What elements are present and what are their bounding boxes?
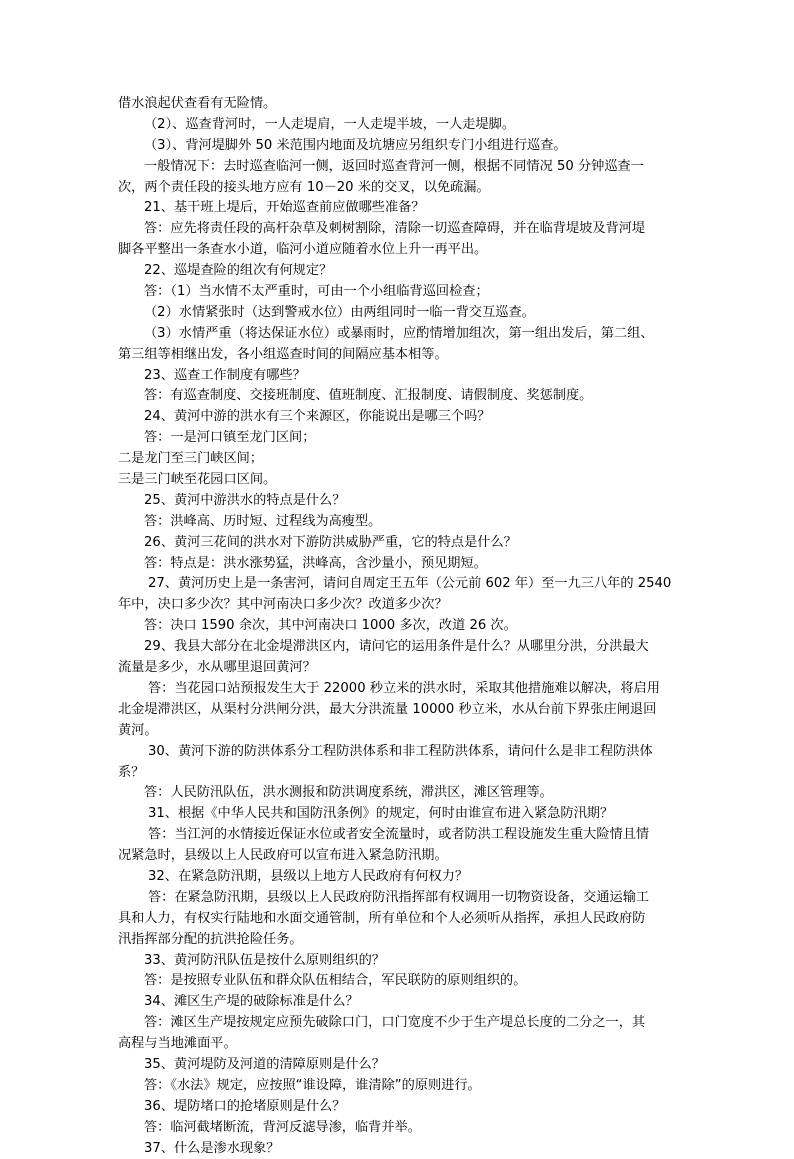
text-line: 答：决口 1590 余次，其中河南决口 1000 多次，改道 26 次。 bbox=[144, 618, 517, 634]
text-line: 脚各平整出一条查水小道，临河小道应随着水位上升一再平出。 bbox=[118, 242, 488, 258]
text-line: 答：临河截堵断流，背河反滤导渗，临背并举。 bbox=[144, 1119, 421, 1135]
text-line: 答：当花园口站预报发生大于 22000 秒立米的洪水时，采取其他措施难以解决，将启用 bbox=[148, 680, 660, 696]
text-line: 答：当江河的水情接近保证水位或者安全流量时，或者防洪工程设施发生重大险情且情 bbox=[148, 827, 650, 843]
text-line: （3）、背河堤脚外 50 米范围内地面及坑塘应另组织专门小组进行巡查。 bbox=[144, 137, 567, 153]
text-line: 系？ bbox=[118, 764, 145, 780]
text-line: 32、在紧急防汛期，县级以上地方人民政府有何权力？ bbox=[148, 868, 469, 884]
text-line: 三是三门峡至花园口区间。 bbox=[118, 472, 277, 488]
text-line: 21、基干班上堤后，开始巡查前应做哪些准备？ bbox=[144, 200, 425, 216]
text-line: 次，两个责任段的接头地方应有 10－20 米的交叉，以免疏漏。 bbox=[118, 179, 490, 195]
text-line: 借水浪起伏查看有无险情。 bbox=[118, 96, 277, 111]
text-line: 流量是多少，水从哪里退回黄河？ bbox=[118, 660, 316, 676]
text-line: 一般情况下：去时巡查临河一侧，返回时巡查背河一侧，根据不同情况 50 分钟巡查一 bbox=[144, 158, 644, 174]
text-line: 答：有巡查制度、交接班制度、值班制度、汇报制度、请假制度、奖惩制度。 bbox=[144, 388, 593, 404]
text-line: 36、堤防堵口的抢堵原则是什么？ bbox=[144, 1098, 346, 1114]
text-line: 25、黄河中游洪水的特点是什么？ bbox=[144, 492, 346, 508]
text-line: 第三组等相继出发，各小组巡查时间的间隔应基本相等。 bbox=[118, 346, 448, 362]
text-line: 黄河。 bbox=[118, 722, 158, 738]
text-line: 27、黄河历史上是一条害河，请问自周定王五年（公元前 602 年）至一九三八年的 2540 bbox=[148, 576, 672, 592]
text-line: 答：应先将责任段的高杆杂草及刺树割除，清除一切巡查障碍，并在临背堤坡及背河堤 bbox=[144, 221, 646, 237]
text-line: 答：《水法》规定，应按照“谁设障，谁清除”的原则进行。 bbox=[144, 1077, 481, 1093]
text-line: 24、黄河中游的洪水有三个来源区，你能说出是哪三个吗？ bbox=[144, 409, 491, 425]
text-line: 二是龙门至三门峡区间； bbox=[118, 451, 264, 467]
text-line: 北金堤滞洪区，从渠村分洪闸分洪，最大分洪流量 10000 秒立米，水从台前下界张庄闸退回 bbox=[118, 701, 657, 717]
document-body bbox=[118, 94, 678, 1159]
text-line: 答：人民防汛队伍，洪水测报和防洪调度系统，滞洪区，滩区管理等。 bbox=[144, 785, 553, 801]
text-line: 22、巡堤查险的组次有何规定？ bbox=[144, 263, 333, 279]
text-line: （3）水情严重（将达保证水位）或暴雨时，应酌情增加组次，第一组出发后，第二组、 bbox=[144, 325, 654, 341]
text-line: 33、黄河防汛队伍是按什么原则组织的？ bbox=[144, 952, 385, 968]
text-line: 答：是按照专业队伍和群众队伍相结合，军民联防的原则组织的。 bbox=[144, 973, 527, 989]
text-line: 29、我县大部分在北金堤滞洪区内，请问它的运用条件是什么？从哪里分洪，分洪最大 bbox=[144, 639, 649, 655]
text-line: 答：滩区生产堤按规定应预先破除口门，口门宽度不少于生产堤总长度的二分之一，其 bbox=[144, 1015, 646, 1031]
text-line: 答：一是河口镇至龙门区间； bbox=[144, 430, 316, 446]
text-line: 年中，决口多少次？其中河南决口多少次？改道多少次？ bbox=[118, 597, 448, 613]
text-line: 答：特点是：洪水涨势猛，洪峰高，含沙量小，预见期短。 bbox=[144, 555, 487, 571]
text-line: 答：洪峰高、历时短、过程线为高瘦型。 bbox=[144, 513, 382, 529]
text-line: 况紧急时，县级以上人民政府可以宣布进入紧急防汛期。 bbox=[118, 848, 448, 864]
text-line: 答：（1）当水情不太严重时，可由一个小组临背巡回检查； bbox=[144, 284, 489, 300]
text-line: 34、滩区生产堤的破除标准是什么？ bbox=[144, 994, 359, 1010]
text-line: 汛指挥部分配的抗洪抢险任务。 bbox=[118, 931, 303, 947]
text-line: 31、根据《中华人民共和国防汛条例》的规定，何时由谁宣布进入紧急防汛期？ bbox=[148, 806, 614, 822]
text-line: 30、黄河下游的防洪体系分工程防洪体系和非工程防洪体系，请问什么是非工程防洪体 bbox=[148, 743, 653, 759]
text-line: 答：在紧急防汛期，县级以上人民政府防汛指挥部有权调用一切物资设备，交通运输工 bbox=[148, 889, 650, 905]
text-line: （2）水情紧张时（达到警戒水位）由两组同时一临一背交互巡查。 bbox=[144, 304, 535, 320]
text-line: 26、黄河三花间的洪水对下游防洪威胁严重，它的特点是什么？ bbox=[144, 534, 517, 550]
text-line: 高程与当地滩面平。 bbox=[118, 1036, 237, 1052]
text-line: 23、巡查工作制度有哪些？ bbox=[144, 367, 306, 383]
text-line: （2）、巡查背河时，一人走堤肩，一人走堤半坡，一人走堤脚。 bbox=[144, 116, 516, 132]
text-line: 具和人力，有权实行陆地和水面交通管制，所有单位和个人必须听从指挥，承担人民政府防 bbox=[118, 910, 646, 926]
text-line: 37、什么是渗水现象？ bbox=[144, 1140, 280, 1156]
text-line: 35、黄河堤防及河道的清障原则是什么？ bbox=[144, 1056, 385, 1072]
